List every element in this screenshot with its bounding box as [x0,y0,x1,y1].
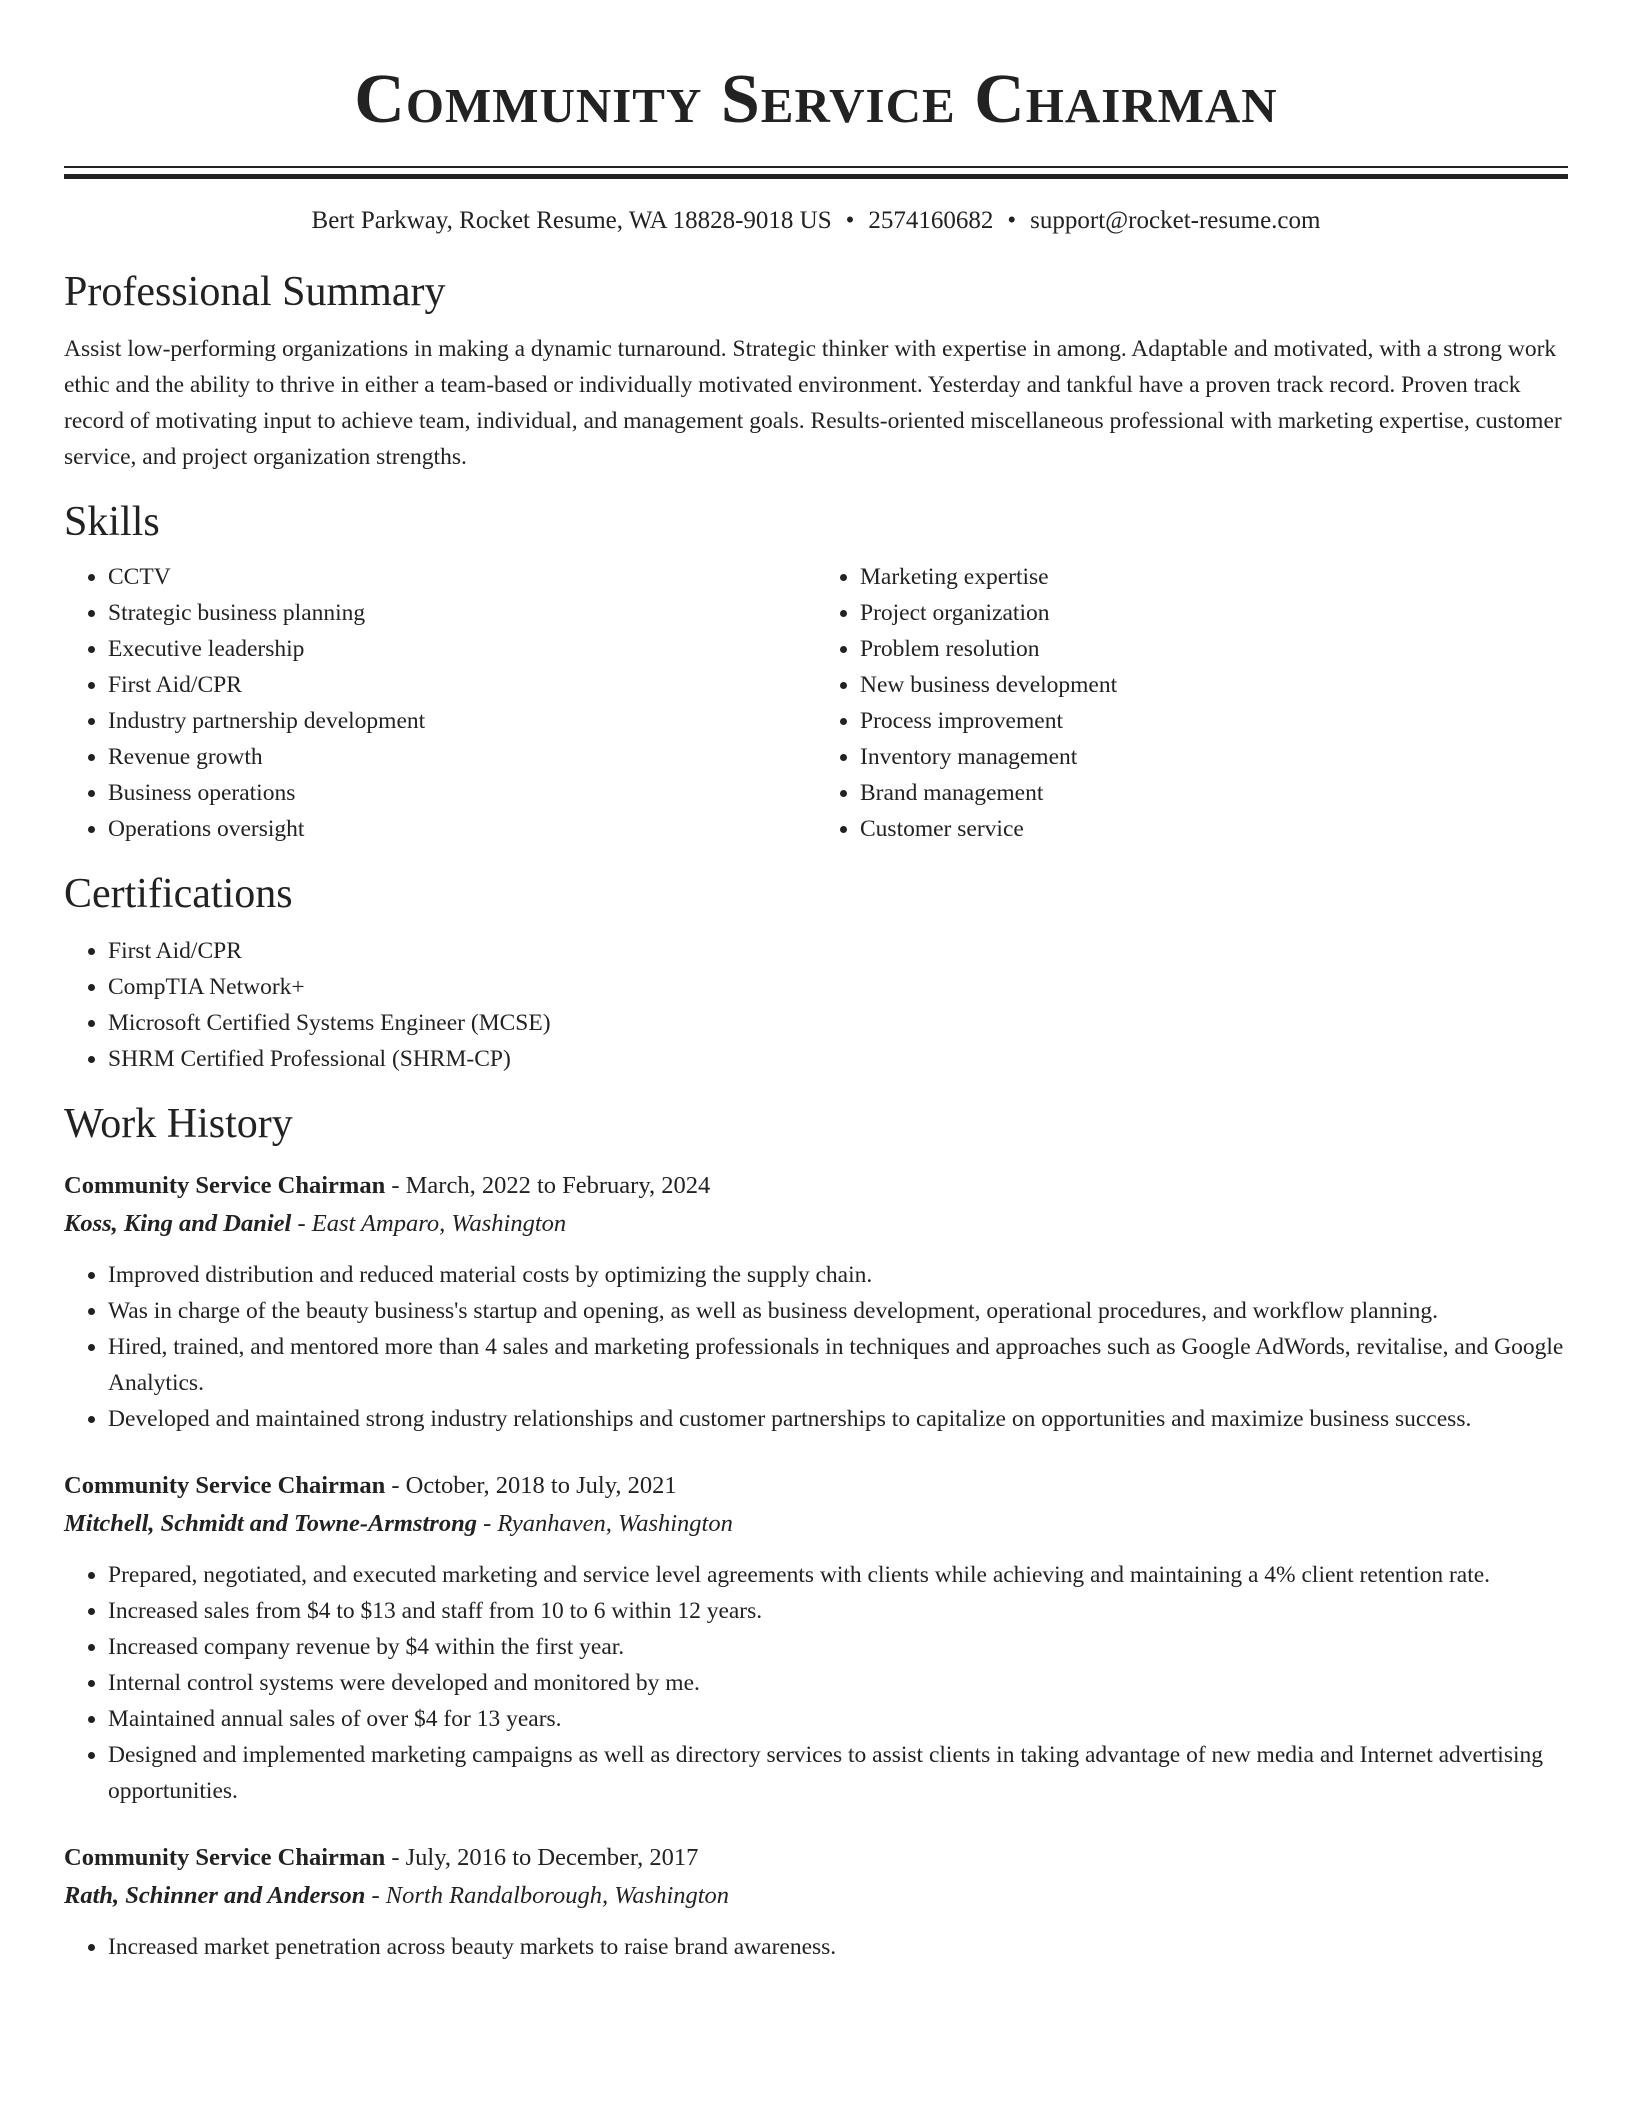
certification-item: • Microsoft Certified Systems Engineer (MCSE) [108,1005,1568,1041]
job-company-line: Rath, Schinner and Anderson - North Randalborough, Washington [64,1882,730,1909]
job-bullet: • Improved distribution and reduced material costs by optimizing the supply chain. [108,1257,1568,1293]
job-dates: October, 2018 to July, 2021 [405,1472,677,1499]
certification-item: • First Aid/CPR [108,933,1568,969]
work-history-section [64,1099,1568,1965]
job-company: Rath, Schinner and Anderson [64,1882,366,1909]
skill-item: • Strategic business planning [108,595,816,631]
job-role: Community Service Chairman [64,1172,386,1199]
skill-item: • Business operations [108,775,816,811]
title-divider-thick [64,174,1568,179]
certifications-section [64,869,1568,1077]
job-entry [64,1839,1568,1965]
skill-item: • New business development [860,667,1568,703]
job-bullet: • Increased sales from $4 to $13 and staff from 10 to 6 within 12 years. [108,1593,1568,1629]
job-bullet: • Increased company revenue by $4 within the first year. [108,1629,1568,1665]
page-title: Community Service Chairman [354,61,1278,138]
skill-item: • Operations oversight [108,811,816,847]
job-location: Ryanhaven, Washington [497,1510,733,1537]
certifications-heading: Certifications [64,871,293,917]
contact-line [64,205,1568,237]
title-divider-thin [64,166,1568,168]
job-company: Koss, King and Daniel [64,1210,292,1237]
skills-grid [64,559,1568,847]
job-bullet: • Developed and maintained strong industry relationships and customer partnerships to capitalize on opportunities and maximize business success. [108,1401,1568,1437]
job-bullet: • Prepared, negotiated, and executed marketing and service level agreements with clients while achieving and maintaining a 4% client retention rate. [108,1557,1568,1593]
job-bullet: • Maintained annual sales of over $4 for 13 years. [108,1701,1568,1737]
job-bullet: • Was in charge of the beauty business's startup and opening, as well as business development, operational procedures, and workflow planning. [108,1293,1568,1329]
summary-section [64,267,1568,475]
skills-list-left [64,559,816,847]
contact-address: Bert Parkway, Rocket Resume, WA 18828-9018 US [311,207,832,234]
certification-item: • CompTIA Network+ [108,969,1568,1005]
job-company-line: Koss, King and Daniel - East Amparo, Washington [64,1210,567,1237]
summary-heading: Professional Summary [64,269,446,315]
job-entry [64,1467,1568,1809]
skill-item: • Process improvement [860,703,1568,739]
skill-item: • First Aid/CPR [108,667,816,703]
skill-item: • Revenue growth [108,739,816,775]
skill-item: • Problem resolution [860,631,1568,667]
skills-section [64,497,1568,847]
job-title-line: Community Service Chairman - October, 2018 to July, 2021 [64,1472,677,1499]
summary-text: Assist low-performing organizations in making a dynamic turnaround. Strategic thinker with expertise in among. Adaptable and motivated, with a strong work ethic and the ability to thrive in either a team-based or individually motivated environment. Yesterday and tankful have a proven track record. Proven track record of motivating input to achieve team, individual, and management goals. Results-oriented miscellaneous professional with marketing expertise, customer service, and project organization strengths. [64,336,1562,470]
job-company: Mitchell, Schmidt and Towne-Armstrong [64,1510,477,1537]
job-bullets [64,1929,1568,1965]
job-title-line: Community Service Chairman - March, 2022 to February, 2024 [64,1172,711,1199]
contact-phone: 2574160682 [868,207,994,234]
contact-email: support@rocket-resume.com [1030,207,1321,234]
job-bullet: • Hired, trained, and mentored more than 4 sales and marketing professionals in techniques and approaches such as Google AdWords, revitalise, and Google Analytics. [108,1329,1568,1401]
job-bullet: • Internal control systems were developed and monitored by me. [108,1665,1568,1701]
job-title-line: Community Service Chairman - July, 2016 to December, 2017 [64,1844,699,1871]
skill-item: • Customer service [860,811,1568,847]
skills-heading: Skills [64,499,160,545]
job-company-line: Mitchell, Schmidt and Towne-Armstrong - Ryanhaven, Washington [64,1510,733,1537]
skill-item: • Industry partnership development [108,703,816,739]
skill-item: • Executive leadership [108,631,816,667]
job-bullet: • Increased market penetration across beauty markets to raise brand awareness. [108,1929,1568,1965]
job-location: North Randalborough, Washington [385,1882,730,1909]
skill-item: • Project organization [860,595,1568,631]
certifications-list [64,933,1568,1077]
job-location: East Amparo, Washington [311,1210,567,1237]
skill-item: • Inventory management [860,739,1568,775]
job-dates: July, 2016 to December, 2017 [405,1844,699,1871]
job-bullets [64,1557,1568,1809]
contact-separator: • [1007,207,1017,234]
work-history-heading: Work History [64,1101,293,1147]
job-role: Community Service Chairman [64,1472,386,1499]
job-bullets [64,1257,1568,1437]
job-bullet: • Designed and implemented marketing campaigns as well as directory services to assist clients in taking advantage of new media and Internet advertising opportunities. [108,1737,1568,1809]
skills-list-right [816,559,1568,847]
job-dates: March, 2022 to February, 2024 [405,1172,711,1199]
skill-item: • Brand management [860,775,1568,811]
certification-item: • SHRM Certified Professional (SHRM-CP) [108,1041,1568,1077]
job-entry [64,1167,1568,1437]
skill-item: • CCTV [108,559,816,595]
job-role: Community Service Chairman [64,1844,386,1871]
contact-separator: • [845,207,855,234]
skill-item: • Marketing expertise [860,559,1568,595]
